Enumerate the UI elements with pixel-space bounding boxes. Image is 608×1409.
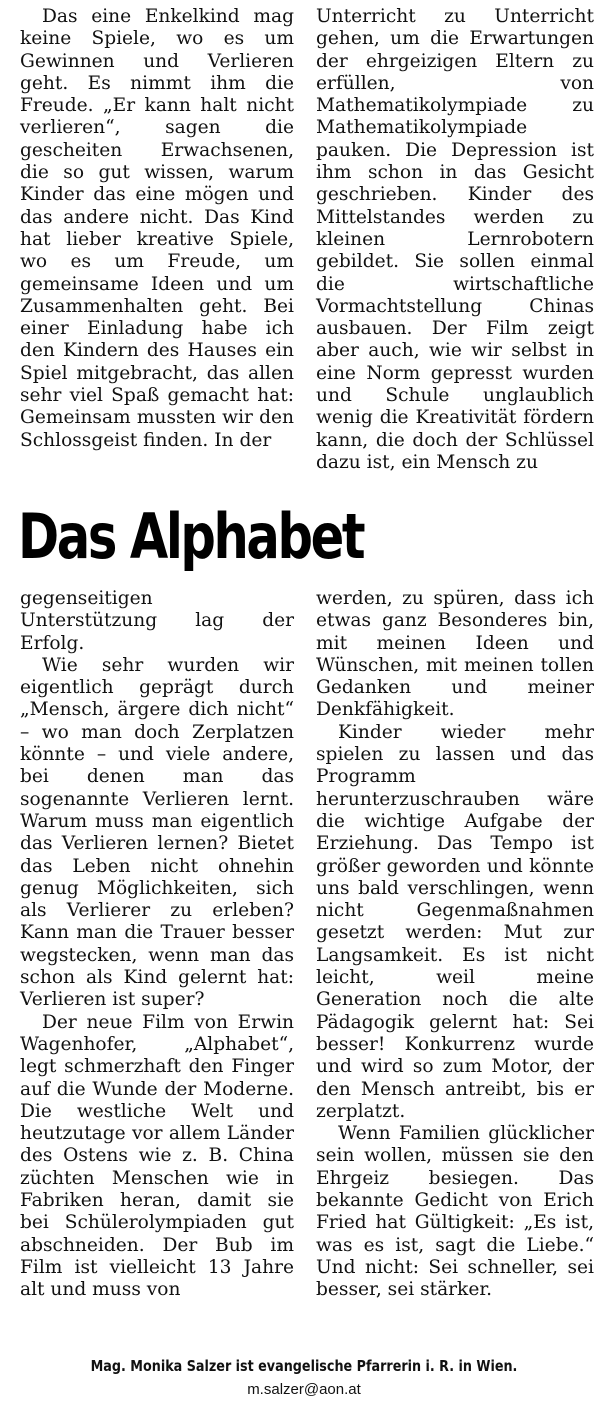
article-column-bottom-right: [316, 588, 594, 1302]
paragraph: gegenseitigen Unterstützung lag der Erfolg.: [20, 588, 294, 654]
article-column-top-left: [20, 6, 294, 452]
headline: Das Alphabet: [18, 500, 364, 573]
paragraph: Unterricht zu Unterricht gehen, um die Erwartungen der ehrgeizigen Eltern zu erfüllen, von Mathematikolympiade zu Mathematikolympiade pauken. Die Depression ist ihm schon in das Gesicht geschrieben. Kinder des Mittelstandes werden zu kleinen Lernrobotern gebildet. Sie sollen einmal die wirtschaftliche Vormachtstellung Chinas ausbauen. Der Film zeigt aber auch, wie wir selbst in eine Norm gepresst wurden und Schule unglaublich wenig die Kreativität fördern kann, die doch der Schlüssel dazu ist, ein Mensch zu: [316, 6, 594, 473]
author-email: m.salzer@aon.at: [247, 1381, 361, 1398]
paragraph: Das eine Enkelkind mag keine Spiele, wo es um Gewinnen und Verlieren geht. Es nimmt ihm die Freude. „Er kann halt nicht verlieren“, sagen die gescheiten Erwachsenen, die so gut wissen, warum Kinder das eine mögen und das andere nicht. Das Kind hat lieber kreative Spiele, wo es um Freude, um gemeinsame Ideen und um Zusammenhalten geht. Bei einer Einladung habe ich den Kindern des Hauses ein Spiel mitgebracht, das allen sehr viel Spaß gemacht hat: Gemeinsam mussten wir den Schlossgeist finden. In der: [20, 6, 294, 451]
paragraph: Wie sehr wurden wir eigentlich geprägt durch „Mensch, ärgere dich nicht“ – wo man doch Zerplatzen könnte – und viele andere, bei denen man das sogenannte Verlieren lernt. Warum muss man eigentlich das Verlieren lernen? Bietet das Leben nicht ohnehin genug Möglichkeiten, sich als Verlierer zu erleben? Kann man die Trauer besser wegstecken, wenn man das schon als Kind gelernt hat: Verlieren ist super?: [20, 654, 294, 1011]
article-column-top-right: [316, 6, 594, 474]
paragraph: werden, zu spüren, dass ich etwas ganz Besonderes bin, mit meinen Ideen und Wünschen, mit meinen tollen Gedanken und meiner Denkfähigkeit.: [316, 588, 594, 721]
article-column-bottom-left: [20, 588, 294, 1302]
author-byline: Mag. Monika Salzer ist evangelische Pfarrerin i. R. in Wien.: [90, 1357, 518, 1375]
paragraph: Der neue Film von Erwin Wagenhofer, „Alphabet“, legt schmerzhaft den Finger auf die Wunde der Moderne. Die westliche Welt und heutzutage vor allem Länder des Ostens wie z. B. China züchten Menschen wie in Fabriken heran, damit sie bei Schülerolympiaden gut abschneiden. Der Bub im Film ist vielleicht 13 Jahre alt und muss von: [20, 1011, 294, 1301]
paragraph: Kinder wieder mehr spielen zu lassen und das Programm herunterzuschrauben wäre die wichtige Aufgabe der Erziehung. Das Tempo ist größer geworden und könnte uns bald verschlingen, wenn nicht Gegenmaßnahmen gesetzt werden: Mut zur Langsamkeit. Es ist nicht leicht, weil meine Generation noch die alte Pädagogik gelernt hat: Sei besser! Konkurrenz wurde und wird so zum Motor, der den Mensch antreibt, bis er zerplatzt.: [316, 721, 594, 1122]
paragraph: Wenn Familien glücklicher sein wollen, müssen sie den Ehrgeiz besiegen. Das bekannte Gedicht von Erich Fried hat Gültigkeit: „Es ist, was es ist, sagt die Liebe.“ Und nicht: Sei schneller, sei besser, sei stärker.: [316, 1123, 594, 1301]
